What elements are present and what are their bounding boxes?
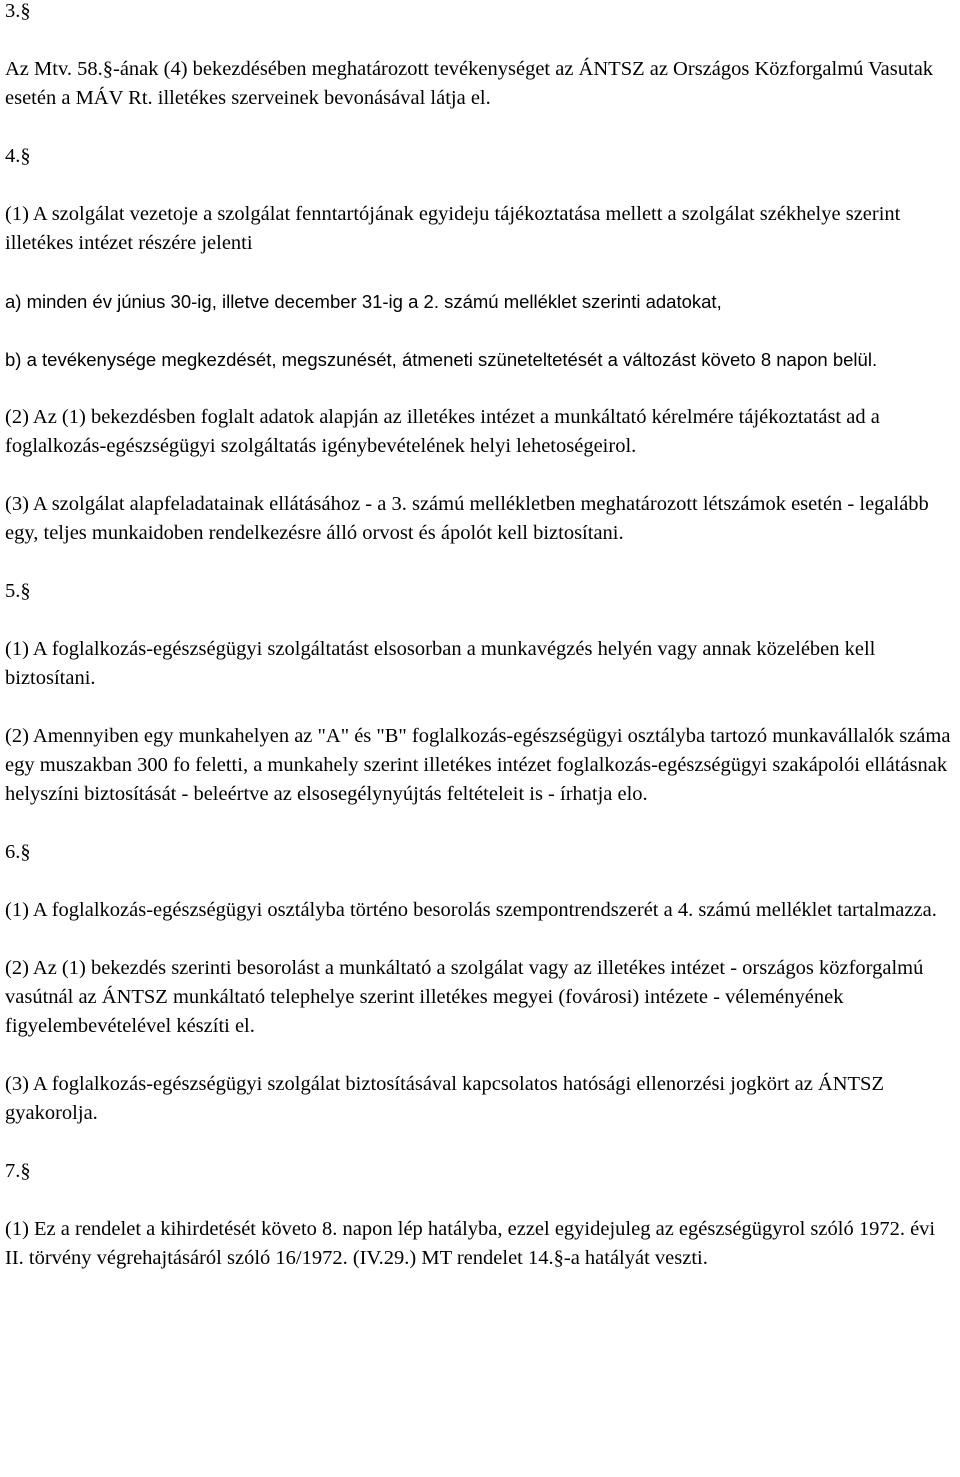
section-3-number: 3.§ bbox=[5, 0, 31, 22]
section-4-paragraph-1: (1) A szolgálat vezetoje a szolgálat fenntartójának egyideju tájékoztatása mellett a szolgálat székhelye szerint illetékes intézet részére jelenti bbox=[5, 203, 901, 254]
section-6-paragraph-3: (3) A foglalkozás-egészségügyi szolgálat biztosításával kapcsolatos hatósági ellenorzési jogkört az ÁNTSZ gyakorolja. bbox=[5, 1073, 884, 1124]
section-4-paragraph-3: (3) A szolgálat alapfeladatainak ellátásához - a 3. számú mellékletben meghatározott létszámok esetén - legalább egy, teljes munkaidoben rendelkezésre álló orvost és ápolót kell biztosítani. bbox=[5, 493, 929, 544]
section-4-item-b: b) a tevékenysége megkezdését, megszunését, átmeneti szüneteltetését a változást követo 8 napon belül. bbox=[5, 349, 878, 370]
section-5-paragraph-2: (2) Amennyiben egy munkahelyen az "A" és "B" foglalkozás-egészségügyi osztályba tartozó munkavállalók száma egy muszakban 300 fo feletti, a munkahely szerint illetékes intézet foglalkozás-egészségügyi szakápolói ellátásnak helyszíni biztosítását - beleértve az elsosegélynyújtás feltételeit is - írhatja elo. bbox=[5, 725, 951, 805]
section-6-number: 6.§ bbox=[5, 841, 31, 863]
section-6-paragraph-1: (1) A foglalkozás-egészségügyi osztályba történo besorolás szempontrendszerét a 4. számú melléklet tartalmazza. bbox=[5, 899, 937, 921]
section-6-paragraph-2: (2) Az (1) bekezdés szerinti besorolást a munkáltató a szolgálat vagy az illetékes intézet - országos közforgalmú vasútnál az ÁNTSZ munkáltató telephelye szerint illetékes megyei (fovárosi) intézete - véleményének figyelembevételével készíti el. bbox=[5, 957, 924, 1037]
section-7-paragraph-1: (1) Ez a rendelet a kihirdetését követo 8. napon lép hatályba, ezzel egyidejuleg az egészségügyrol szóló 1972. évi II. törvény végrehajtásáról szóló 16/1972. (IV.29.) MT rendelet 14.§-a hatályát veszti. bbox=[5, 1218, 936, 1269]
section-4-number: 4.§ bbox=[5, 145, 31, 167]
section-7-number: 7.§ bbox=[5, 1160, 31, 1182]
document-page bbox=[5, 0, 953, 1273]
section-4-paragraph-2: (2) Az (1) bekezdésben foglalt adatok alapján az illetékes intézet a munkáltató kérelmére tájékoztatást ad a foglalkozás-egészségügyi szolgáltatás igénybevételének helyi lehetoségeirol. bbox=[5, 406, 880, 457]
section-5-paragraph-1: (1) A foglalkozás-egészségügyi szolgáltatást elsosorban a munkavégzés helyén vagy annak közelében kell biztosítani. bbox=[5, 638, 876, 689]
section-3-paragraph: Az Mtv. 58.§-ának (4) bekezdésében meghatározott tevékenységet az ÁNTSZ az Országos Közforgalmú Vasutak esetén a MÁV Rt. illetékes szerveinek bevonásával látja el. bbox=[5, 58, 934, 109]
section-4-item-a: a) minden év június 30-ig, illetve december 31-ig a 2. számú melléklet szerinti adatokat, bbox=[5, 291, 722, 312]
section-5-number: 5.§ bbox=[5, 580, 31, 602]
